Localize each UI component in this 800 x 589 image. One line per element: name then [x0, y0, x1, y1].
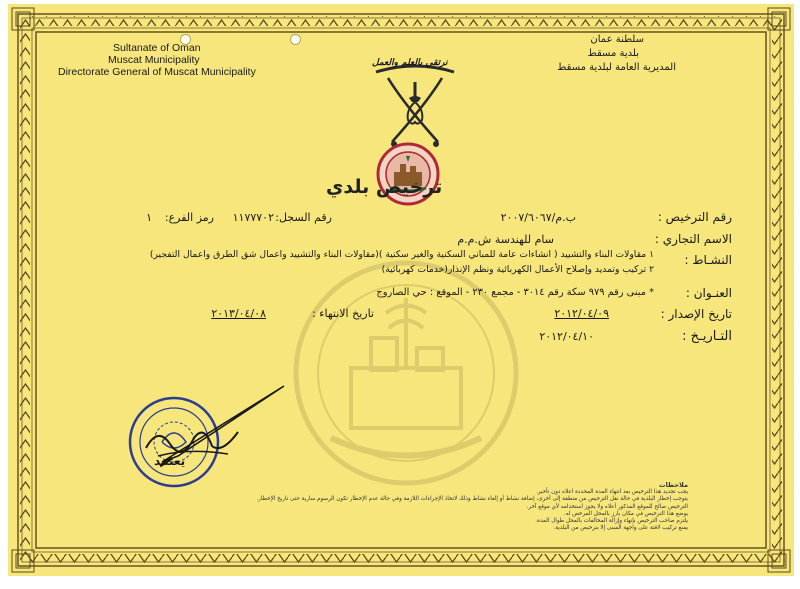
header-ar-line2: بلدية مسقط [587, 48, 639, 59]
signature-approval-label: يعتمد [154, 454, 186, 468]
issue-date-label: تاريخ الإصدار : [660, 307, 732, 321]
registry-number-value: ١١٧٧٧٠٢ [232, 211, 274, 224]
expiry-date-value: ٢٠١٣/٠٤/٠٨ [211, 307, 266, 320]
note-item: يتوجب إخطار البلدية في حالة نقل الترخيص من منطقة إلى أخرى، إضافة نشاط أو إلغاء نشاط وذلك لاتخاذ الإجراءات اللازمة وفي حالة عدم الإخطار تكون الرسوم سارية حتى تاريخ الإخطار. [256, 496, 688, 503]
expiry-date-label: تاريخ الانتهاء : [312, 307, 374, 320]
trade-name-label: الاسم التجاري : [654, 232, 732, 246]
address-value: * مبنى رقم ٩٧٩ سكة رقم ٣٠١٤ - مجمع ٢٣٠ - الموقع : حي الصاروج [376, 287, 654, 298]
address-label: العنـوان : [685, 286, 732, 300]
document-title: ترخيص بلدي [326, 176, 443, 198]
date-label: التـاريـخ : [682, 329, 732, 344]
activity-label: النشـاط : [684, 253, 732, 267]
punch-hole [290, 34, 301, 45]
header-en-line3: Directorate General of Muscat Municipality [58, 66, 256, 78]
license-notes [218, 482, 688, 532]
trade-name-value: سام للهندسة ش.م.م [457, 233, 554, 246]
note-item: الترخيص صالح للموقع المذكور أعلاه ولا يجوز استخدامه لأي موقع آخر. [526, 503, 688, 510]
activity-line-2: ٢ تركيب وتمديد وإصلاح الأعمال الكهربائية ونظم الإنذار(خدمات كهربائية) [381, 264, 654, 275]
registry-number-label: رقم السجل: [275, 211, 332, 224]
license-certificate [8, 4, 794, 576]
header-ar-line3: المديرية العامة لبلدية مسقط [557, 62, 676, 73]
branch-code-label: رمز الفرع: [164, 211, 214, 224]
note-item: يجب تجديد هذا الترخيص بعد انتهاء المدة المحددة اعلاه دون تأخير. [536, 489, 688, 496]
header-en-line1: Sultanate of Oman [113, 42, 201, 54]
header-en-line2: Muscat Municipality [108, 54, 200, 66]
note-item: يمنع تركيب لافتة على واجهة المبنى إلا بترخيص من البلدية. [553, 525, 688, 532]
notes-heading: ملاحظات [659, 481, 688, 489]
branch-code-value: ١ [146, 211, 152, 224]
activity-line-1: ١ مقاولات البناء والتشييد ( انشاءات عامة للمباني السكنية والغير سكنية )(مقاولات البناء والتشييد واعمال شق الطرق واعمال التفجير) [149, 249, 654, 260]
note-item: يوضع هذا الترخيص في مكان بارز بالمحل المرخص له. [563, 510, 688, 517]
date-value: ٢٠١٢/٠٤/١٠ [539, 330, 594, 343]
header-ar-line1: سلطنة عمان [590, 34, 644, 45]
emblem-motto: نرتقي بالعلم والعمل [372, 58, 448, 68]
national-emblem-icon [374, 58, 456, 150]
issue-date-value: ٢٠١٢/٠٤/٠٩ [554, 307, 609, 320]
license-number-label: رقم الترخيص : [657, 210, 732, 224]
license-number-value: ب.م/٢٠٠٧/٦٠٦٧ [500, 211, 576, 224]
note-item: يلتزم صاحب الترخيص بإنهاء وإزالة المخالفات بالمحل طوال المدة. [535, 518, 688, 525]
